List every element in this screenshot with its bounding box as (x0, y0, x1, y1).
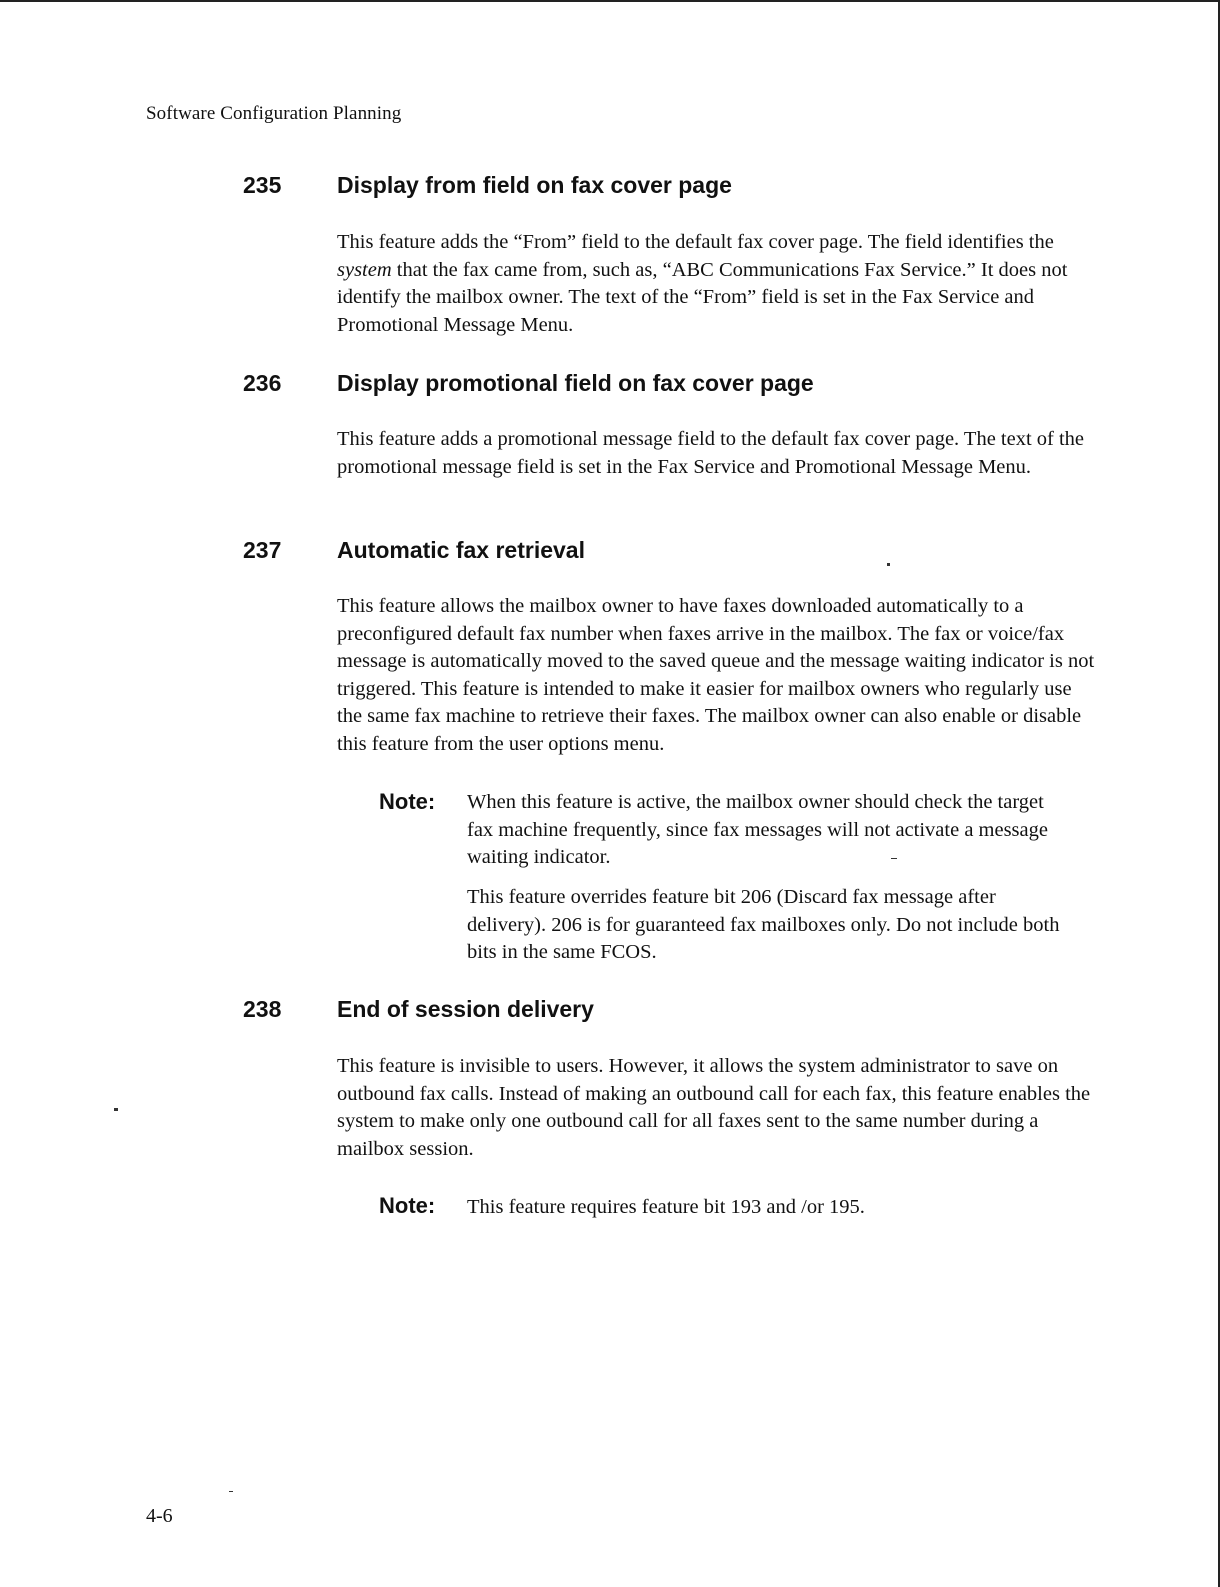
paragraph-text: This feature adds the “From” field to the default fax cover page. The field identifies the (337, 231, 1054, 253)
paragraph-text: that the fax came from, such as, “ABC Communications Fax Service.” It does not identify the mailbox owner. The text of the “From” field is set in the Fax Service and Promotional Message Menu. (337, 258, 1068, 336)
section-title: Automatic fax retrieval (337, 537, 585, 563)
scan-speck (891, 858, 897, 859)
note-label: Note: (379, 1193, 436, 1218)
section-number: 238 (243, 996, 282, 1022)
note-text: This feature overrides feature bit 206 (Discard fax message after delivery). 206 is for guaranteed fax mailboxes only. Do not include both bits in the same FCOS. (467, 886, 1060, 963)
running-header: Software Configuration Planning (146, 103, 402, 124)
section-title: Display promotional field on fax cover page (337, 370, 814, 396)
section-number: 235 (243, 172, 282, 198)
section-title: Display from field on fax cover page (337, 172, 732, 198)
section-235-paragraph (337, 229, 1097, 339)
note-label: Note: (379, 789, 436, 814)
scan-speck (887, 563, 890, 566)
section-238-paragraph: This feature is invisible to users. However, it allows the system administrator to save on outbound fax calls. Instead of making an outbound call for each fax, this feature enables the system to make only one outbound call for all faxes sent to the same number during a mailbox session. (337, 1055, 1091, 1160)
section-number: 236 (243, 370, 282, 396)
note-text: This feature requires feature bit 193 and /or 195. (467, 1196, 865, 1218)
scan-speck (114, 1108, 118, 1111)
note-text: When this feature is active, the mailbox owner should check the target fax machine frequently, since fax messages will not activate a message waiting indicator. (467, 791, 1048, 868)
emphasis-text: system (337, 258, 392, 281)
section-237-paragraph: This feature allows the mailbox owner to have faxes downloaded automatically to a preconfigured default fax number when faxes arrive in the mailbox. The fax or voice/fax message is automatically moved to the saved queue and the message waiting indicator is not triggered. This feature is intended to make it easier for mailbox owners who regularly use the same fax machine to retrieve their faxes. The mailbox owner can also enable or disable this feature from the user options menu. (337, 595, 1095, 755)
section-title: End of session delivery (337, 996, 594, 1022)
scan-speck (229, 1491, 233, 1492)
page-border-top (0, 0, 1220, 2)
section-236-paragraph: This feature adds a promotional message field to the default fax cover page. The text of the promotional message field is set in the Fax Service and Promotional Message Menu. (337, 428, 1085, 478)
section-number: 237 (243, 537, 282, 563)
page-number: 4-6 (146, 1505, 173, 1527)
